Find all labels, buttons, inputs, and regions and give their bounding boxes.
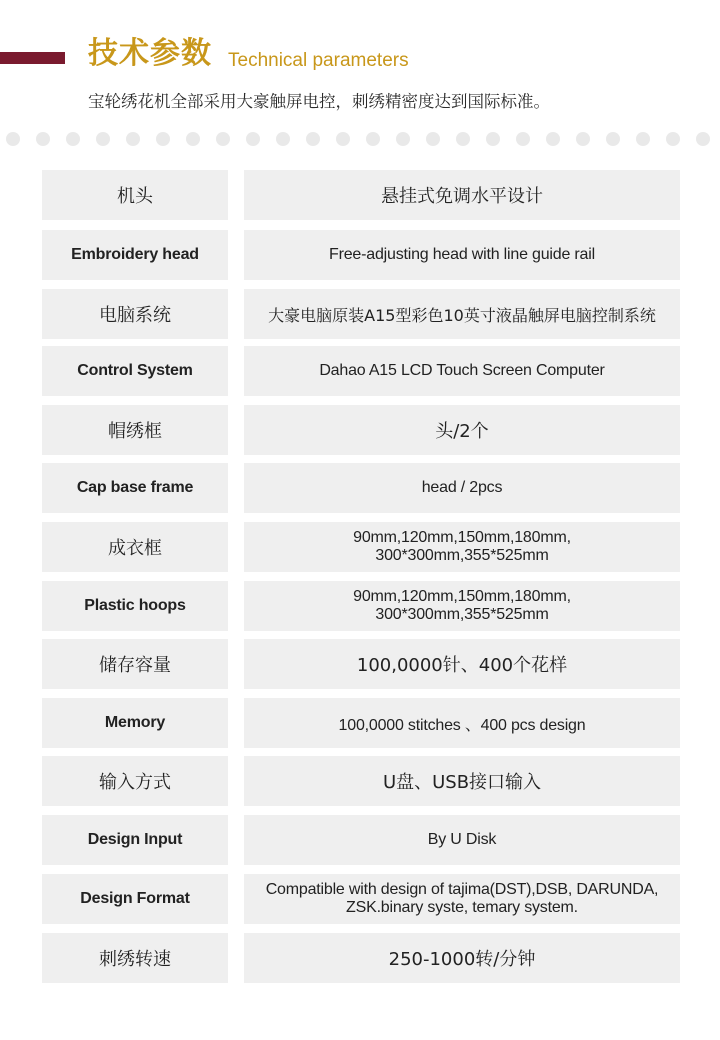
- spec-value-line: 90mm,120mm,150mm,180mm,: [353, 588, 571, 605]
- spec-value: [244, 874, 680, 924]
- spec-label: Memory: [42, 698, 228, 748]
- spec-value-line: 300*300mm,355*525mm: [375, 606, 549, 623]
- spec-label: Plastic hoops: [42, 581, 228, 631]
- spec-label: Design Input: [42, 815, 228, 865]
- spec-value: Free-adjusting head with line guide rail: [244, 230, 680, 280]
- spec-value-line: Compatible with design of tajima(DST),DSB, DARUNDA,: [265, 881, 659, 898]
- spec-value-line: 90mm,120mm,150mm,180mm,: [353, 529, 571, 546]
- section-subtitle: 宝轮绣花机全部采用大豪触屏电控，刺绣精密度达到国际标准。: [88, 92, 550, 111]
- spec-label: 帽绣框: [42, 405, 228, 455]
- spec-value: head / 2pcs: [244, 463, 680, 513]
- spec-value: 悬挂式免调水平设计: [244, 170, 680, 220]
- spec-value: 100,0000 stitches 、400 pcs design: [244, 698, 680, 748]
- spec-value: 头/2个: [244, 405, 680, 455]
- section-title-cn: 技术参数: [88, 36, 212, 71]
- spec-value: [244, 522, 680, 572]
- spec-value: By U Disk: [244, 815, 680, 865]
- spec-label: 储存容量: [42, 639, 228, 689]
- spec-value: [244, 581, 680, 631]
- spec-label: Cap base frame: [42, 463, 228, 513]
- spec-label: 刺绣转速: [42, 933, 228, 983]
- spec-label: 电脑系统: [42, 289, 228, 339]
- spec-value: 大豪电脑原装A15型彩色10英寸液晶触屏电脑控制系统: [244, 289, 680, 339]
- spec-label: 机头: [42, 170, 228, 220]
- spec-label: Design Format: [42, 874, 228, 924]
- spec-label: 成衣框: [42, 522, 228, 572]
- spec-value-line: 300*300mm,355*525mm: [375, 547, 549, 564]
- spec-value: 100,0000针、400个花样: [244, 639, 680, 689]
- section-title-en: Technical parameters: [228, 50, 409, 71]
- spec-label: Embroidery head: [42, 230, 228, 280]
- spec-value: 250-1000转/分钟: [244, 933, 680, 983]
- spec-value: Dahao A15 LCD Touch Screen Computer: [244, 346, 680, 396]
- spec-label: Control System: [42, 346, 228, 396]
- spec-label: 输入方式: [42, 756, 228, 806]
- spec-value: U盘、USB接口输入: [244, 756, 680, 806]
- spec-value-line: ZSK.binary syste, temary system.: [346, 899, 578, 916]
